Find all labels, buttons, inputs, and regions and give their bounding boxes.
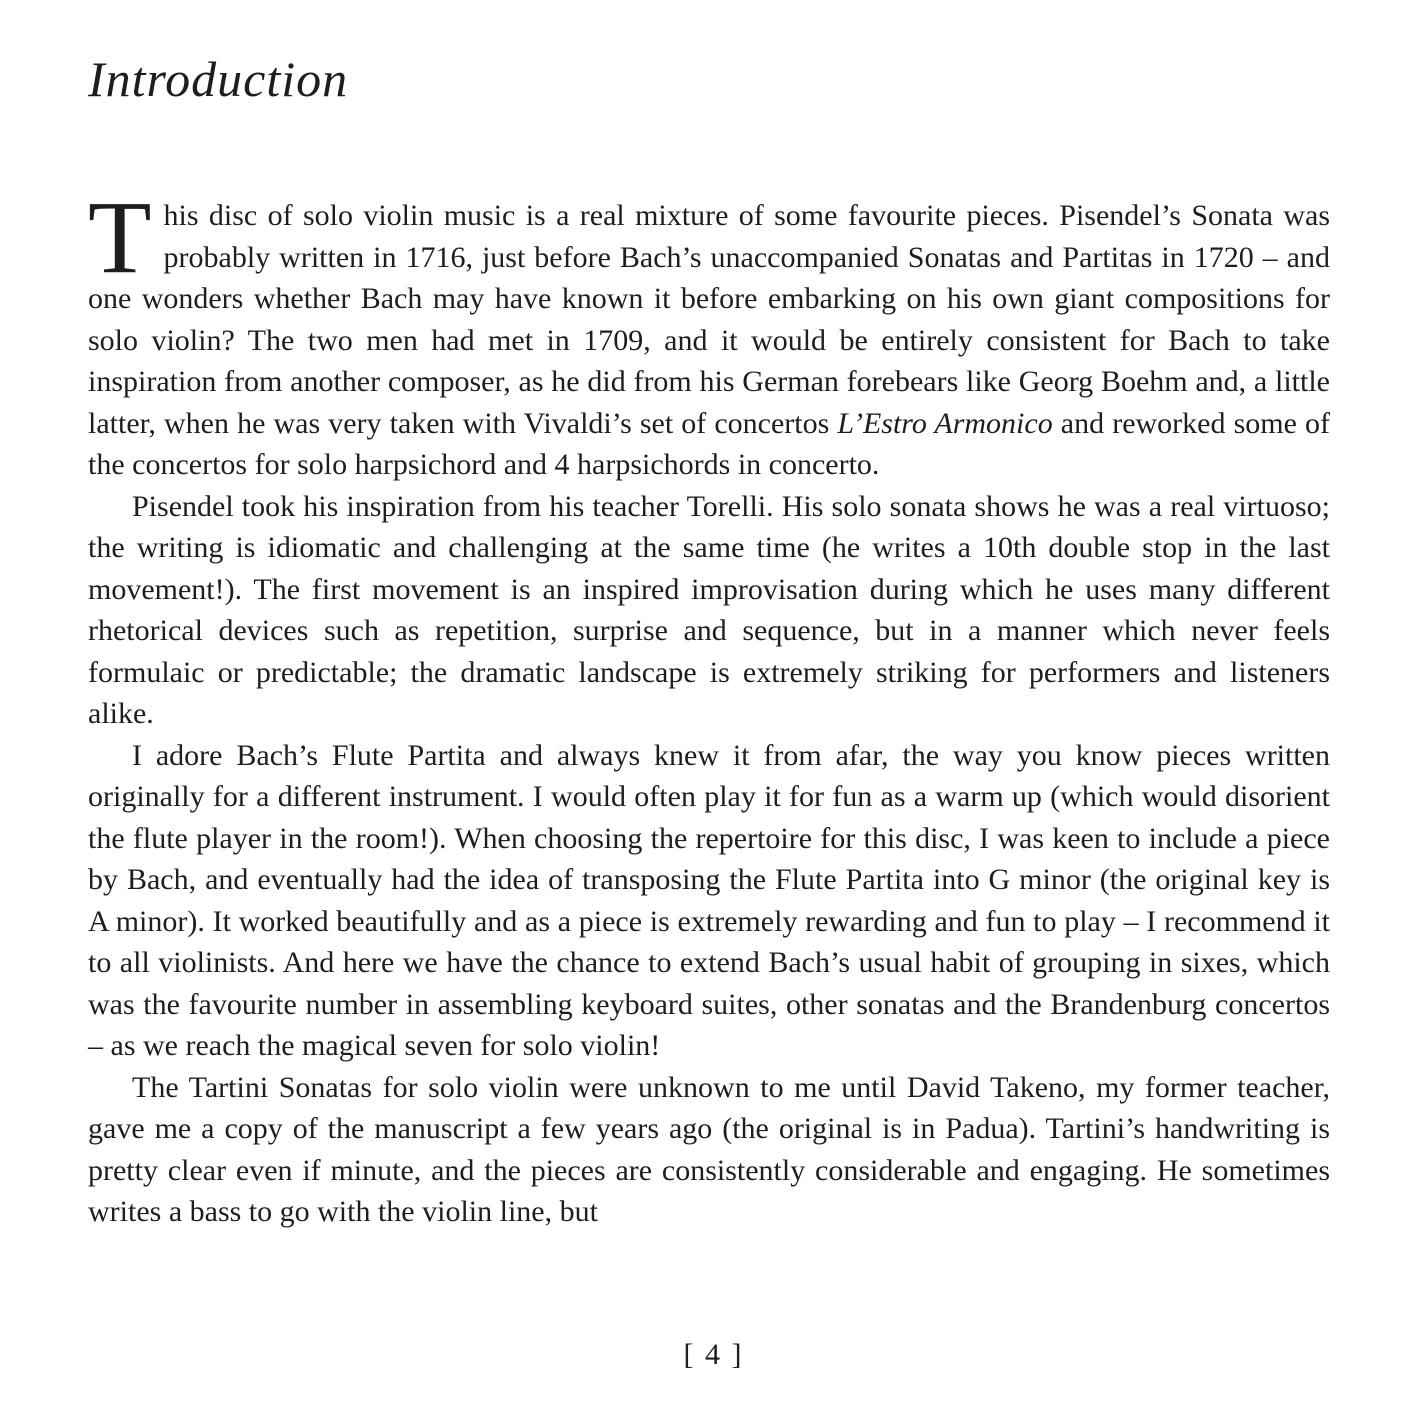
- paragraph: [88, 735, 1330, 1067]
- paragraph-text: The Tartini Sonatas for solo violin were unknown to me until David Takeno, my former teacher, gave me a copy of the manuscript a few years ago (the original is in Padua). Tartini’s handwriting is pretty clear even if minute, and the pieces are consistently considerable and engaging. He sometimes writes a bass to go with the violin line, but: [88, 1070, 1330, 1228]
- paragraph-text: and reworked some of the concertos for solo harpsichord and 4 harpsichords in concerto.: [88, 406, 1330, 481]
- italic-work-title: L’Estro Armonico: [837, 406, 1053, 440]
- paragraph-text: I adore Bach’s Flute Partita and always knew it from afar, the way you know pieces written originally for a different instrument. I would often play it for fun as a warm up (which would disorient the flute player in the room!). When choosing the repertoire for this disc, I was keen to include a piece by Bach, and eventually had the idea of transposing the Flute Partita into G minor (the original key is A minor). It worked beautifully and as a piece is extremely rewarding and fun to play – I recommend it to all violinists. And here we have the chance to extend Bach’s usual habit of grouping in sixes, which was the favourite number in assembling keyboard suites, other sonatas and the Brandenburg concertos – as we reach the magical seven for solo violin!: [88, 738, 1330, 1062]
- body-text: [88, 180, 1330, 1233]
- page-number: [ 4 ]: [683, 1338, 744, 1371]
- paragraph: [88, 486, 1330, 735]
- paragraph: [88, 180, 1330, 486]
- paragraph-text: Pisendel took his inspiration from his teacher Torelli. His solo sonata shows he was a real virtuoso; the writing is idiomatic and challenging at the same time (he writes a 10th double stop in the last movement!). The first movement is an inspired improvisation during which he uses many different rhetorical devices such as repetition, surprise and sequence, but in a manner which never feels formulaic or predictable; the dramatic landscape is extremely striking for performers and listeners alike.: [88, 489, 1330, 730]
- paragraph-text: his disc of solo violin music is a real mixture of some favourite pieces. Pisendel’s Sonata was probably written in 1716, just before Bach’s unaccompanied Sonatas and Partitas in 1720 – and one wonders whether Bach may have known it before embarking on his own giant compositions for solo violin? The two men had met in 1709, and it would be entirely consistent for Bach to take inspiration from another composer, as he did from his German forebears like Georg Boehm and, a little latter, when he was very taken with Vivaldi’s set of concertos: [88, 199, 1330, 440]
- drop-cap: T: [88, 180, 152, 295]
- page-title: Introduction: [88, 51, 349, 107]
- paragraph: [88, 1067, 1330, 1233]
